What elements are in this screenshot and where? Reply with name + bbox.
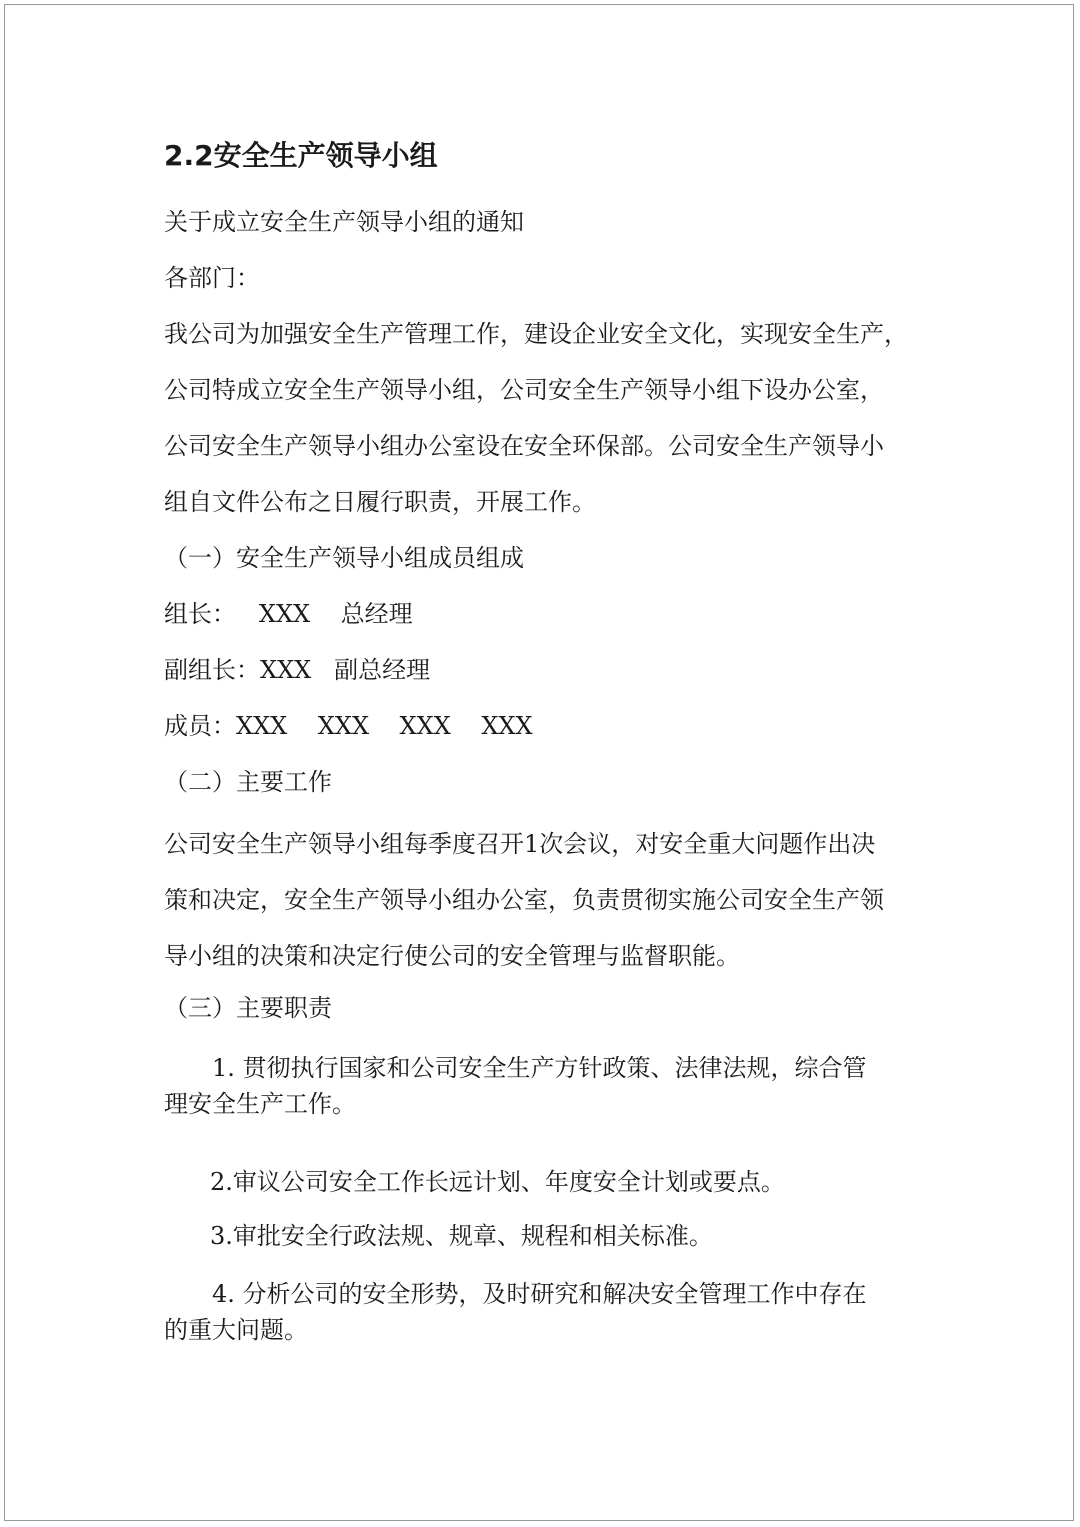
notice-title: 关于成立安全生产领导小组的通知 [164, 208, 524, 236]
work-line: 导小组的决策和决定行使公司的安全管理与监督职能。 [164, 942, 740, 970]
work-line: 公司安全生产领导小组每季度召开1次会议，对安全重大问题作出决 [164, 830, 876, 858]
intro-line: 我公司为加强安全生产管理工作，建设企业安全文化，实现安全生产， [164, 320, 908, 348]
work-paragraph [164, 816, 924, 984]
intro-line: 组自文件公布之日履行职责，开展工作。 [164, 488, 596, 516]
intro-line: 公司特成立安全生产领导小组，公司安全生产领导小组下设办公室， [164, 376, 884, 404]
leader-line: 组长： XXX 总经理 [164, 600, 413, 628]
duty-1 [164, 1050, 924, 1122]
section-heading: 2.2安全生产领导小组 [164, 139, 438, 172]
section-3-title: （三）主要职责 [164, 994, 332, 1022]
section-1-title: （一）安全生产领导小组成员组成 [164, 544, 524, 572]
members-line: 成员：XXX XXX XXX XXX [164, 712, 533, 740]
duty-4-line: 的重大问题。 [164, 1316, 308, 1344]
duty-4 [164, 1276, 924, 1348]
section-2-title: （二）主要工作 [164, 768, 332, 796]
salutation: 各部门： [164, 264, 260, 292]
duty-1-line: 理安全生产工作。 [164, 1090, 356, 1118]
duty-1-line: 1. 贯彻执行国家和公司安全生产方针政策、法律法规，综合管 [212, 1054, 867, 1082]
deputy-leader-line: 副组长：XXX 副总经理 [164, 656, 431, 684]
intro-line: 公司安全生产领导小组办公室设在安全环保部。公司安全生产领导小 [164, 432, 884, 460]
intro-paragraph [164, 306, 924, 530]
duty-2: 2.审议公司安全工作长远计划、年度安全计划或要点。 [210, 1168, 785, 1196]
duty-4-line: 4. 分析公司的安全形势，及时研究和解决安全管理工作中存在 [212, 1280, 867, 1308]
work-line: 策和决定，安全生产领导小组办公室，负责贯彻实施公司安全生产领 [164, 886, 884, 914]
duty-3: 3.审批安全行政法规、规章、规程和相关标准。 [210, 1222, 713, 1250]
